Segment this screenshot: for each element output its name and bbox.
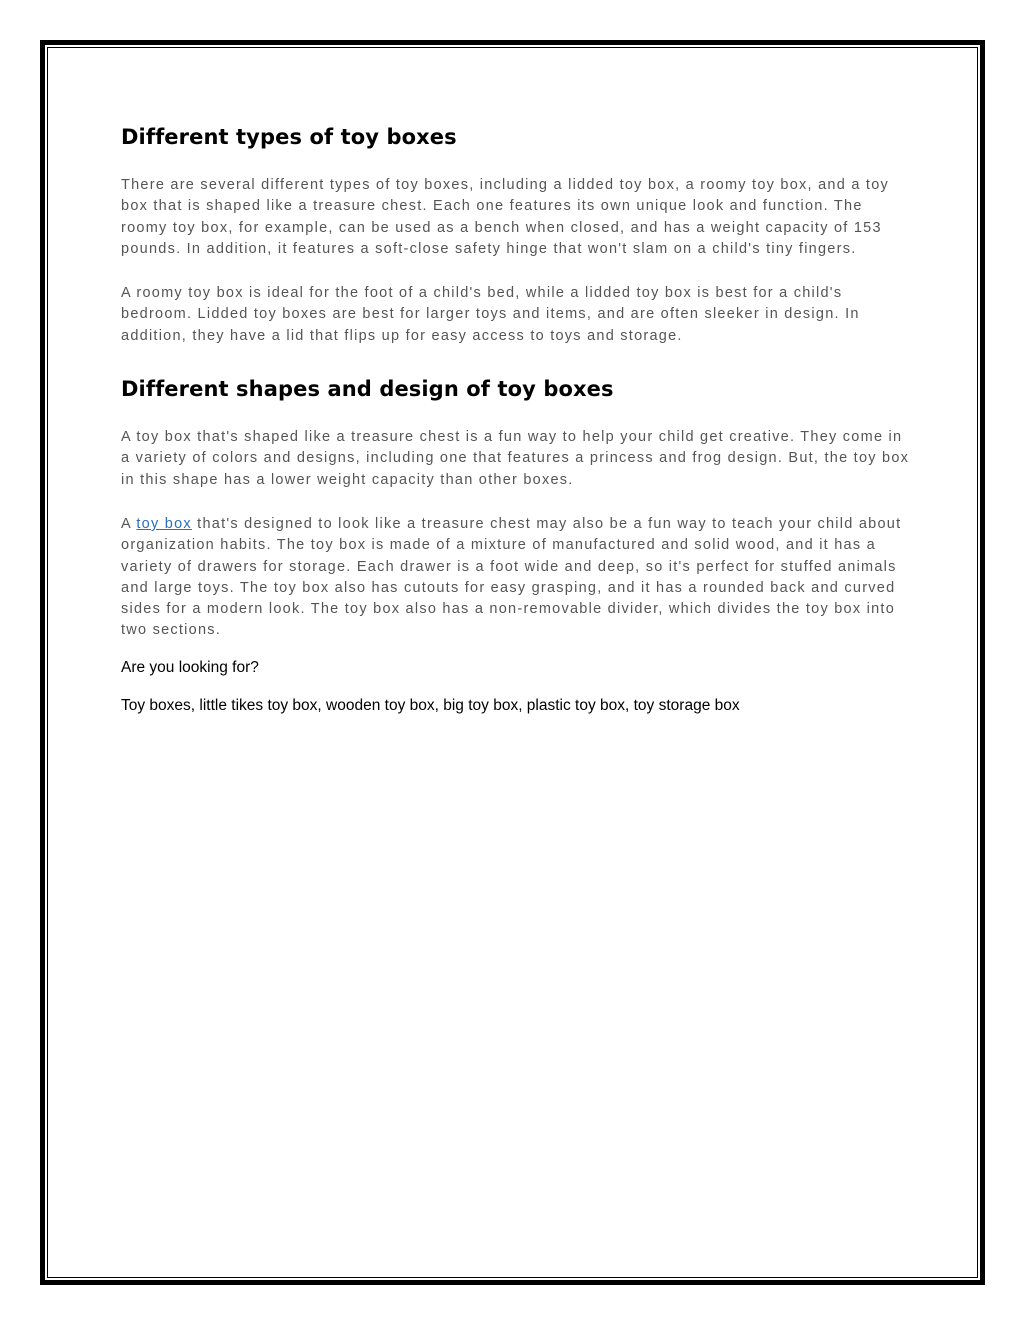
closing-question: Are you looking for? <box>121 658 259 676</box>
paragraph-types-1: There are several different types of toy boxes, including a lidded toy box, a roomy toy box, and a toy box that is shaped like a treasure chest. Each one features its own unique look and function. The roomy toy box, for example, can be used as a bench when closed, and has a weight capacity of 153 pounds. In addition, it features a soft-close safety hinge that won't slam on a child's tiny fingers. <box>121 177 890 257</box>
section-heading-shapes: Different shapes and design of toy boxes <box>121 377 614 402</box>
closing-keywords: Toy boxes, little tikes toy box, wooden toy box, big toy box, plastic toy box, toy storage box <box>121 696 740 714</box>
toy-box-link[interactable]: toy box <box>136 515 192 532</box>
paragraph-shapes-2-after: that's designed to look like a treasure chest may also be a fun way to teach your child about organization habits. The toy box is made of a mixture of manufactured and solid wood, and it has a variety of drawers for storage. Each drawer is a foot wide and deep, so it's perfect for stuffed animals and large toys. The toy box also has cutouts for easy grasping, and it has a rounded back and curved sides for a modern look. The toy box also has a non-removable divider, which divides the toy box into two sections. <box>121 515 902 639</box>
paragraph-shapes-2-before: A <box>121 515 137 532</box>
document-content <box>121 118 911 733</box>
paragraph-shapes-2 <box>121 514 911 642</box>
paragraph-types-2: A roomy toy box is ideal for the foot of a child's bed, while a lidded toy box is best for a child's bedroom. Lidded toy boxes are best for larger toys and items, and are often sleeker in design. In addition, they have a lid that flips up for easy access to toys and storage. <box>121 285 860 344</box>
section-heading-types: Different types of toy boxes <box>121 125 457 149</box>
paragraph-shapes-1: A toy box that's shaped like a treasure chest is a fun way to help your child get creative. They come in a variety of colors and designs, including one that features a princess and frog design. But, the toy box in this shape has a lower weight capacity than other boxes. <box>121 429 910 488</box>
